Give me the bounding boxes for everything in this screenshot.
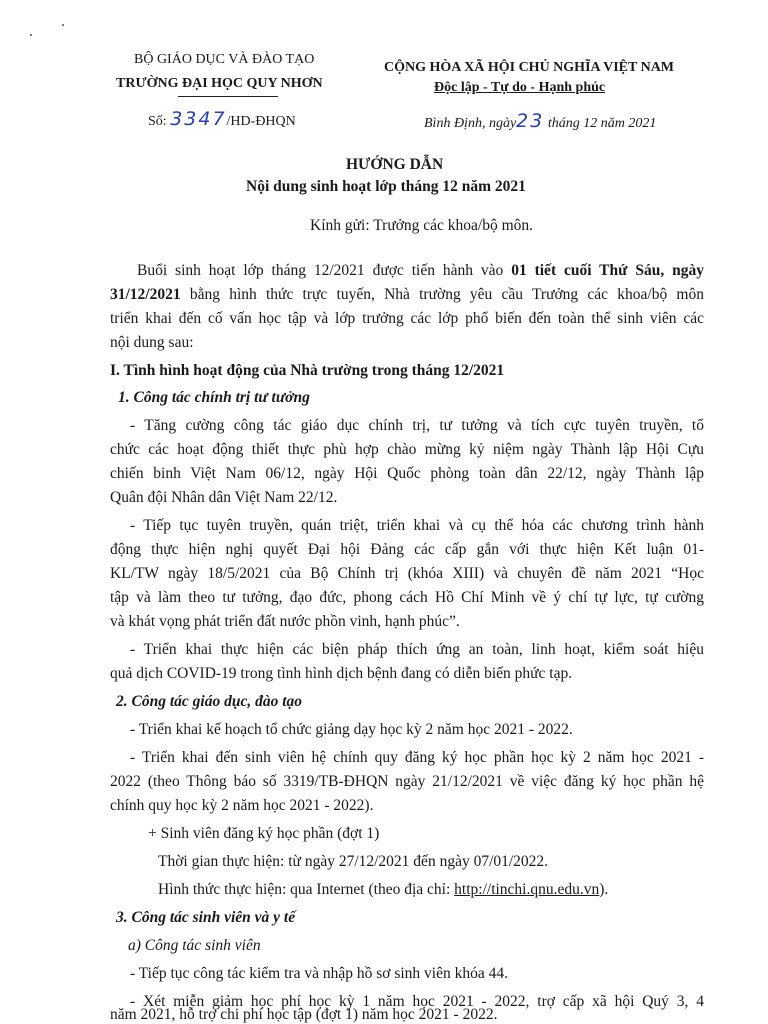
paragraph-line: - Xét miễn giảm học phí học kỳ 1 năm học 2021 - 2022, trợ cấp xã hội Quý 3, 4	[130, 993, 704, 1010]
paragraph-line: - Tiếp tục công tác kiểm tra và nhập hồ sơ sinh viên khóa 44.	[130, 965, 508, 982]
subsection-3a-heading: a) Công tác sinh viên	[128, 937, 261, 954]
scan-speck	[30, 34, 32, 36]
intro-line-4: nội dung sau:	[110, 334, 194, 351]
paragraph-line: - Triển khai đến sinh viên hệ chính quy đăng ký học phần học kỳ 2 năm học 2021 -	[130, 749, 704, 766]
ministry-name: BỘ GIÁO DỤC VÀ ĐÀO TẠO	[134, 52, 315, 67]
doc-no-suffix: /HD-ĐHQN	[226, 114, 296, 129]
subsection-1-heading: 1. Công tác chính trị tư tưởng	[118, 389, 310, 406]
intro-line-1	[137, 259, 704, 283]
intro-text: Buổi sinh hoạt lớp tháng 12/2021 được tiến hành vào	[137, 262, 512, 279]
paragraph-line: - Triển khai kế hoạch tổ chức giảng dạy học kỳ 2 năm học 2021 - 2022.	[130, 721, 573, 738]
paragraph-line: Quân đội Nhân dân Việt Nam 22/12.	[110, 489, 338, 506]
doc-no-handwritten: 3347	[170, 108, 227, 130]
intro-text: bằng hình thức trực tuyến, Nhà trường yêu cầu Trưởng các khoa/bộ môn	[180, 286, 704, 303]
registration-time: Thời gian thực hiện: từ ngày 27/12/2021 đến ngày 07/01/2022.	[158, 853, 549, 870]
paragraph-line: năm 2021, hỗ trợ chi phí học tập (đợt 1) năm học 2021 - 2022.	[110, 1006, 498, 1023]
paragraph-line: - Tiếp tục tuyên truyền, quán triệt, triển khai và cụ thể hóa các chương trình hành	[130, 517, 704, 534]
paragraph-line: KL/TW ngày 18/5/2021 của Bộ Chính trị (khóa XIII) và chuyên đề năm 2021 “Học	[110, 565, 704, 582]
subsection-2-heading: 2. Công tác giáo dục, đào tạo	[116, 693, 303, 710]
method-text: Hình thức thực hiện: qua Internet (theo địa chỉ:	[158, 881, 455, 898]
paragraph-line: 2022 (theo Thông báo số 3319/TB-ĐHQN ngày 21/12/2021 về việc đăng ký học phần hệ	[110, 773, 704, 790]
document-title: HƯỚNG DẪN	[346, 156, 444, 173]
paragraph-line: - Tăng cường công tác giáo dục chính trị, tư tưởng và tích cực tuyên truyền, tổ	[130, 417, 704, 434]
scan-speck	[62, 24, 64, 26]
recipient-line: Kính gửi: Trưởng các khoa/bộ môn.	[310, 217, 534, 234]
registration-bullet: + Sinh viên đăng ký học phần (đợt 1)	[148, 825, 380, 842]
document-number	[148, 108, 296, 130]
paragraph-line: tập và làm theo tư tưởng, đạo đức, phong cách Hồ Chí Minh về ý chí tự lực, tự cường	[110, 589, 704, 606]
intro-time-bold: 01 tiết cuối Thứ Sáu, ngày	[511, 262, 704, 279]
date-suffix: tháng 12 năm 2021	[547, 116, 657, 131]
date-day-handwritten: 23	[516, 110, 545, 132]
national-motto: Độc lập - Tự do - Hạnh phúc	[434, 80, 606, 95]
paragraph-line: chức các hoạt động thiết thực phù hợp chào mừng kỷ niệm ngày Thành lập Hội Cựu	[110, 441, 704, 458]
doc-no-prefix: Số:	[148, 114, 167, 129]
paragraph-line: và khát vọng phát triển đất nước phồn vinh, hạnh phúc”.	[110, 613, 460, 630]
date-prefix: Bình Định, ngày	[424, 116, 517, 131]
school-name: TRƯỜNG ĐẠI HỌC QUY NHƠN	[116, 76, 323, 91]
paragraph-line: - Triển khai thực hiện các biện pháp thích ứng an toàn, linh hoạt, kiểm soát hiệu	[130, 641, 704, 658]
school-name-underline	[178, 96, 278, 97]
intro-date-bold: 31/12/2021	[110, 286, 181, 303]
intro-line-2	[110, 283, 704, 307]
subsection-3-heading: 3. Công tác sinh viên và y tế	[116, 909, 296, 926]
document-subtitle: Nội dung sinh hoạt lớp tháng 12 năm 2021	[246, 178, 526, 195]
section-1-heading: I. Tình hình hoạt động của Nhà trường trong tháng 12/2021	[110, 362, 505, 379]
paragraph-line: quả dịch COVID-19 trong tình hình dịch bệnh đang có diễn biến phức tạp.	[110, 665, 573, 682]
issue-date	[424, 110, 656, 132]
method-text-end: ).	[599, 881, 609, 898]
paragraph-line: động thực hiện nghị quyết Đại hội Đảng các cấp gắn với thực hiện Kết luận 01-	[110, 541, 704, 558]
registration-method	[158, 878, 608, 902]
registration-link[interactable]: http://tinchi.qnu.edu.vn	[454, 881, 600, 898]
republic-name: CỘNG HÒA XÃ HỘI CHỦ NGHĨA VIỆT NAM	[384, 60, 675, 75]
paragraph-line: chiến binh Việt Nam 06/12, ngày Hội Quốc phòng toàn dân 22/12, ngày Thành lập	[110, 465, 704, 482]
intro-line-3: triển khai đến cố vấn học tập và lớp trưởng các lớp phổ biến đến toàn thể sinh viên các	[110, 310, 704, 327]
paragraph-line: chính quy học kỳ 2 năm học 2021 - 2022).	[110, 797, 374, 814]
